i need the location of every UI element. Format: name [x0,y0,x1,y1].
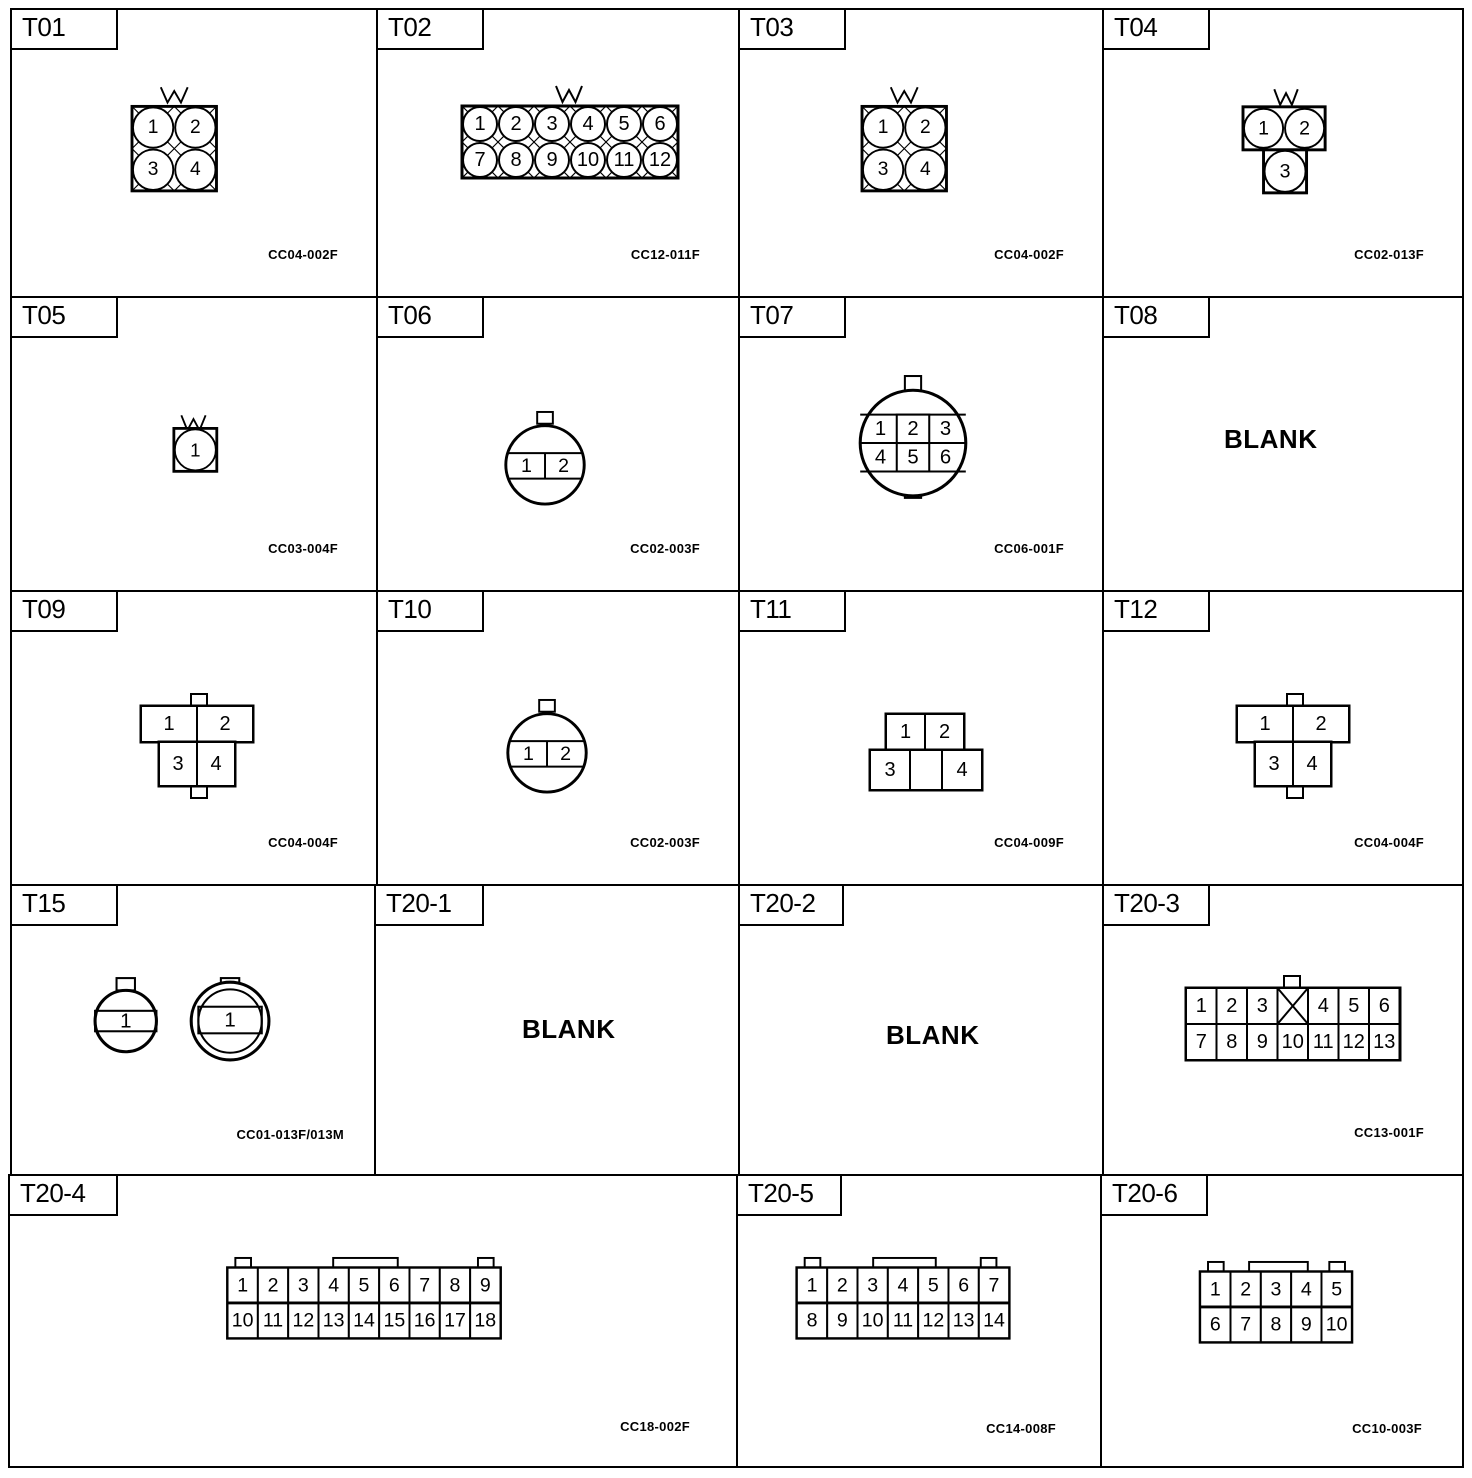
pin-12 [288,1303,318,1338]
pin-3 [133,150,173,190]
key-tab [333,1258,398,1268]
pin-4 [175,150,215,190]
svg-text:10: 10 [861,1309,884,1332]
svg-text:11: 11 [262,1309,284,1332]
pin-4 [197,742,235,786]
pin-10 [858,1303,888,1338]
connector-id-label: T11 [740,592,846,632]
svg-text:10: 10 [1281,1031,1304,1053]
connector-id-label: T10 [378,592,484,632]
connector-face-t11 [870,712,984,794]
connector-face-t15 [92,976,272,1062]
connector-id-label: T07 [740,298,846,338]
connector-face-t12 [1234,692,1354,802]
pin-3 [535,107,569,141]
connector-face-t20-6 [1196,1260,1356,1350]
part-code-label: CC02-003F [630,835,700,850]
svg-text:2: 2 [190,117,201,139]
connector-face-t07 [856,374,970,506]
pin-3 [1247,988,1278,1024]
svg-text:7: 7 [1195,1031,1207,1053]
connector-id-label: T20-2 [740,886,844,926]
svg-text:12: 12 [1342,1031,1365,1053]
pin-6 [1369,988,1400,1024]
svg-text:6: 6 [939,446,952,469]
part-code-label: CC18-002F [620,1419,690,1434]
key-tab [191,694,207,706]
connector-id-label: T01 [12,10,118,50]
pin-1 [141,706,197,742]
part-code-label: CC04-004F [1354,835,1424,850]
svg-text:7: 7 [419,1274,431,1297]
pin-3 [1265,151,1306,192]
connector-face-t01 [132,86,228,194]
pin-6 [379,1268,409,1303]
svg-text:5: 5 [358,1274,370,1297]
svg-text:5: 5 [907,446,919,469]
svg-text:8: 8 [806,1309,818,1332]
connector-face-t04 [1243,88,1331,198]
svg-text:14: 14 [983,1309,1005,1332]
pin-14 [349,1303,379,1338]
key-tab [1287,694,1303,706]
svg-text:11: 11 [1312,1031,1334,1053]
connector-id-label: T12 [1104,592,1210,632]
pin-7 [1231,1307,1261,1342]
pin-11 [258,1303,288,1338]
pin-1 [228,1268,258,1303]
pin-12 [1339,1024,1370,1060]
svg-text:1: 1 [874,417,887,440]
connector-id-label: T08 [1104,298,1210,338]
key-tab [1287,786,1303,798]
svg-text:7: 7 [1240,1313,1252,1336]
pin-8 [440,1268,470,1303]
pin-14 [979,1303,1009,1338]
svg-text:8: 8 [1226,1031,1238,1053]
pin-17 [440,1303,470,1338]
pin-18 [470,1303,500,1338]
part-code-label: CC04-002F [268,247,338,262]
pin-3 [863,150,903,190]
svg-text:4: 4 [210,753,222,775]
pin-5 [1339,988,1370,1024]
pin-2 [1293,706,1349,742]
svg-text:4: 4 [897,1274,909,1297]
svg-text:3: 3 [1279,160,1291,183]
pin-4 [1308,988,1339,1024]
blank-label: BLANK [886,1020,980,1050]
latch-icon [556,86,582,102]
pin-11 [888,1303,918,1338]
pin-10 [571,143,605,177]
svg-text:2: 2 [1240,1278,1252,1301]
svg-text:11: 11 [892,1309,914,1332]
pin-9 [535,143,569,177]
pin-5 [607,107,641,141]
latch-icon [161,87,188,102]
pin-1 [175,429,216,470]
svg-text:2: 2 [920,117,931,139]
pin-2 [224,1009,235,1032]
connector-face-t03 [862,86,958,194]
svg-text:10: 10 [576,149,600,171]
pin-3 [940,418,951,440]
connector-face-t20-4 [222,1256,506,1346]
svg-text:4: 4 [1317,995,1329,1017]
connector-face-t02 [462,86,682,186]
pin-2 [499,107,533,141]
svg-text:5: 5 [1348,995,1360,1017]
pin-15 [379,1303,409,1338]
svg-text:1: 1 [224,1008,236,1032]
pin-5 [897,443,929,471]
pin-8 [797,1303,827,1338]
part-code-label: CC12-011F [630,247,700,262]
blank-label: BLANK [1224,424,1318,454]
svg-text:9: 9 [1256,1031,1268,1053]
pin-1 [863,107,903,147]
svg-text:9: 9 [836,1309,848,1332]
connector-id-label: T20-6 [1102,1176,1208,1216]
svg-text:2: 2 [560,742,572,765]
pin-5 [349,1268,379,1303]
pin-1 [1244,109,1283,148]
svg-text:1: 1 [806,1274,818,1297]
svg-text:1: 1 [120,1009,132,1033]
pin-6 [948,1268,978,1303]
svg-text:2: 2 [1226,995,1238,1017]
key-tab [191,786,207,798]
pin-10 [228,1303,258,1338]
svg-text:9: 9 [1300,1313,1312,1336]
pin-6 [940,446,951,468]
pin-1 [463,107,497,141]
svg-text:7: 7 [474,149,486,171]
pin-5 [1321,1272,1351,1307]
pin-3 [288,1268,318,1303]
svg-text:3: 3 [297,1274,309,1297]
pin-1 [133,107,173,147]
svg-text:2: 2 [836,1274,848,1297]
key-tab [1249,1262,1308,1272]
part-code-label: CC06-001F [994,541,1064,556]
svg-text:8: 8 [510,149,522,171]
svg-text:3: 3 [546,113,558,135]
svg-text:12: 12 [922,1309,945,1332]
pin-1 [886,714,925,750]
key-tab [805,1258,821,1268]
pin-9 [470,1268,500,1303]
svg-text:3: 3 [1270,1278,1282,1301]
svg-text:1: 1 [1195,995,1207,1017]
pin-4 [571,107,605,141]
svg-text:4: 4 [1300,1278,1312,1301]
pin-4 [942,750,982,790]
pin-12 [918,1303,948,1338]
svg-text:1: 1 [520,454,532,477]
connector-id-label: T20-5 [738,1176,842,1216]
svg-text:2: 2 [267,1274,279,1297]
pin-9 [1247,1024,1278,1060]
pin-9 [1291,1307,1321,1342]
pin-2 [897,415,929,443]
svg-text:4: 4 [1306,753,1318,775]
key-tab [981,1258,997,1268]
key-tab [235,1258,251,1268]
pin-13 [319,1303,349,1338]
pin-13 [948,1303,978,1338]
pin-3 [870,750,910,790]
svg-text:7: 7 [988,1274,1000,1297]
pin-2 [558,455,569,477]
svg-text:3: 3 [884,759,896,781]
pin-2 [175,107,215,147]
pin-6 [1200,1307,1230,1342]
svg-text:1: 1 [877,117,889,139]
pin-1 [120,1010,131,1033]
pin-2 [197,706,253,742]
svg-text:1: 1 [190,439,201,461]
svg-text:1: 1 [1258,117,1269,140]
pin-8 [1261,1307,1291,1342]
svg-text:3: 3 [877,159,889,181]
connector-face-t05 [172,414,228,482]
svg-text:8: 8 [1270,1313,1282,1336]
svg-text:4: 4 [956,759,968,781]
svg-text:3: 3 [172,753,184,775]
svg-text:8: 8 [449,1274,461,1297]
svg-text:2: 2 [510,113,522,135]
svg-text:2: 2 [1299,117,1311,140]
svg-text:2: 2 [907,417,919,440]
pin-8 [499,143,533,177]
svg-text:4: 4 [874,446,887,469]
pin-5 [918,1268,948,1303]
svg-text:1: 1 [147,117,159,139]
svg-text:2: 2 [219,713,231,735]
key-tab [117,978,135,990]
pin-6 [643,107,677,141]
svg-text:5: 5 [927,1274,939,1297]
pin-4 [875,446,886,468]
pin-1 [521,455,532,477]
pin-3 [159,742,197,786]
svg-text:4: 4 [920,159,931,181]
svg-text:9: 9 [546,149,558,171]
pin-11 [1308,1024,1339,1060]
svg-text:13: 13 [322,1309,345,1332]
part-code-label: CC10-003F [1352,1421,1422,1436]
svg-text:3: 3 [147,159,159,181]
pin-1 [875,418,886,440]
pin-2 [925,714,964,750]
svg-text:16: 16 [413,1309,436,1332]
connector-cell-t08 [1102,296,1464,592]
pin-2 [1231,1272,1261,1307]
svg-text:9: 9 [479,1274,491,1297]
pin-2 [905,107,945,147]
pin-2 [560,743,571,765]
svg-text:6: 6 [388,1274,400,1297]
connector-id-label: T09 [12,592,118,632]
svg-text:13: 13 [952,1309,975,1332]
svg-text:1: 1 [237,1274,249,1297]
pin-2 [258,1268,288,1303]
svg-text:14: 14 [353,1309,375,1332]
connector-id-label: T06 [378,298,484,338]
svg-text:2: 2 [938,721,951,743]
pin-16 [409,1303,439,1338]
pin-7 [1186,1024,1217,1060]
pin-1 [797,1268,827,1303]
svg-text:10: 10 [1325,1313,1348,1336]
pin-4 [319,1268,349,1303]
svg-text:5: 5 [618,113,630,135]
svg-text:6: 6 [1209,1313,1221,1336]
part-code-label: CC13-001F [1354,1125,1424,1140]
connector-face-t10 [502,698,594,796]
svg-text:3: 3 [1268,753,1280,775]
pin-1 [1186,988,1217,1024]
svg-text:15: 15 [383,1309,406,1332]
svg-text:4: 4 [190,159,201,181]
pin-1 [523,743,534,765]
svg-text:5: 5 [1331,1278,1343,1301]
part-code-label: CC04-004F [268,835,338,850]
pin-10 [1278,1024,1309,1060]
blank-label: BLANK [522,1014,616,1044]
key-tab [1329,1262,1345,1272]
svg-text:12: 12 [648,149,672,171]
svg-text:11: 11 [613,149,635,171]
svg-text:2: 2 [1315,713,1327,735]
svg-text:1: 1 [1209,1278,1221,1301]
svg-text:4: 4 [328,1274,340,1297]
pin-13 [1369,1024,1400,1060]
connector-id-label: T03 [740,10,846,50]
part-code-label: CC02-013F [1354,247,1424,262]
pin-11 [607,143,641,177]
connector-id-label: T20-1 [376,886,484,926]
part-code-label: CC03-004F [268,541,338,556]
pin-4 [888,1268,918,1303]
pin-3 [1261,1272,1291,1307]
connector-id-label: T02 [378,10,484,50]
pin-7 [409,1268,439,1303]
connector-face-t06 [500,410,592,508]
pin-1 [1200,1272,1230,1307]
part-code-label: CC01-013F/013M [236,1127,344,1142]
key-tab [478,1258,494,1268]
pin-1 [1237,706,1293,742]
pin-3 [858,1268,888,1303]
connector-face-t09 [138,692,258,802]
pin-10 [1321,1307,1351,1342]
svg-text:1: 1 [522,742,534,765]
connector-face-t20-5 [792,1256,1014,1346]
svg-text:1: 1 [1259,713,1271,735]
connector-id-label: T20-4 [10,1176,118,1216]
connector-cell-t20-2 [738,884,1104,1176]
svg-text:2: 2 [558,454,570,477]
svg-text:1: 1 [163,713,175,735]
svg-text:6: 6 [654,113,666,135]
svg-text:4: 4 [582,113,594,135]
svg-text:10: 10 [231,1309,254,1332]
part-code-label: CC04-002F [994,247,1064,262]
pin-4 [905,150,945,190]
svg-text:12: 12 [292,1309,315,1332]
connector-id-label: T20-3 [1104,886,1210,926]
pin-12 [643,143,677,177]
connector-face-t20-3 [1184,974,1404,1064]
key-tab [1208,1262,1224,1272]
key-tab [539,700,555,712]
connector-id-label: T05 [12,298,118,338]
pin-2 [827,1268,857,1303]
latch-icon [1274,89,1297,105]
svg-text:3: 3 [867,1274,879,1297]
pin-9 [827,1303,857,1338]
part-code-label: CC14-008F [986,1421,1056,1436]
pin-2 [1285,109,1324,148]
svg-text:17: 17 [444,1309,466,1332]
pin-3 [1255,742,1293,786]
svg-text:3: 3 [1256,995,1268,1017]
svg-text:1: 1 [899,721,912,743]
connector-id-label: T15 [12,886,118,926]
svg-text:6: 6 [1378,995,1390,1017]
connector-id-label: T04 [1104,10,1210,50]
svg-text:13: 13 [1373,1031,1396,1053]
key-tab [537,412,553,424]
svg-text:1: 1 [474,113,486,135]
pin-4 [1291,1272,1321,1307]
svg-text:6: 6 [958,1274,970,1297]
connector-cell-t20-1 [374,884,740,1176]
pin-7 [463,143,497,177]
key-tab [1284,976,1300,988]
pin-2 [1217,988,1248,1024]
key-tab [873,1258,936,1268]
pin-8 [1217,1024,1248,1060]
svg-text:18: 18 [474,1309,497,1332]
part-code-label: CC04-009F [994,835,1064,850]
pin-4 [1293,742,1331,786]
pin-7 [979,1268,1009,1303]
svg-text:3: 3 [939,417,952,440]
latch-icon [891,87,918,102]
part-code-label: CC02-003F [630,541,700,556]
